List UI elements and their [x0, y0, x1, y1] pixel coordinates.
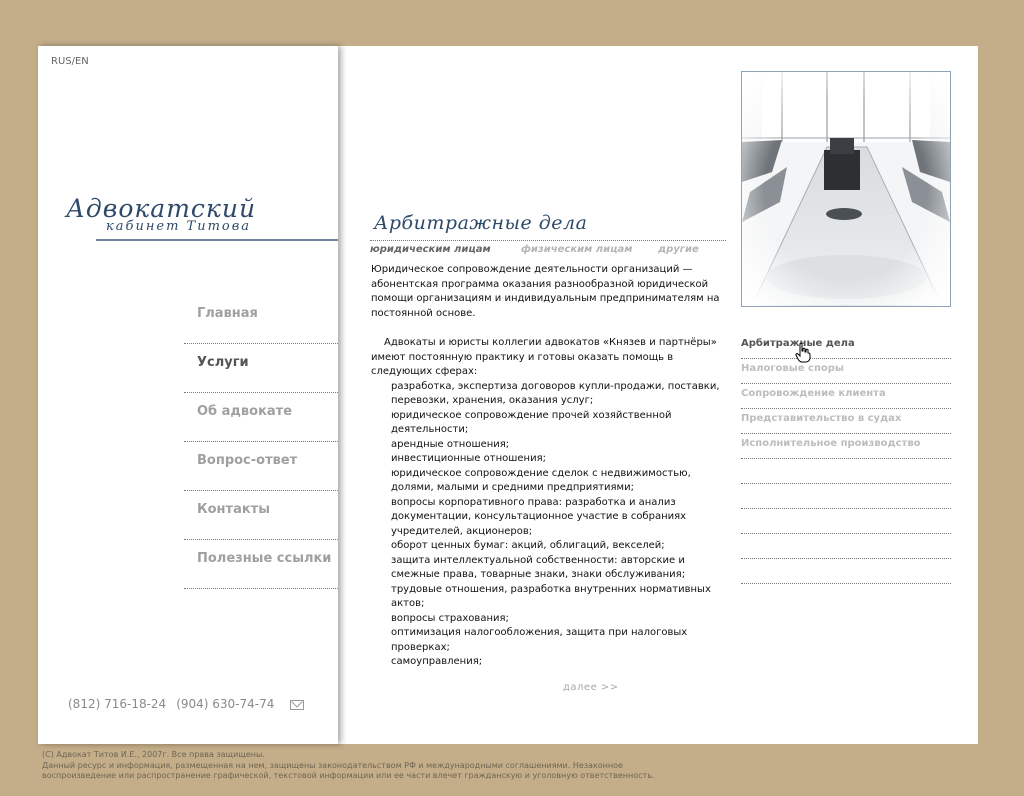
services-menu [741, 334, 951, 584]
list-item: вопросы корпоративного права: разработка и анализ документации, консультационное участие в собраниях учредителей, акционеров; [391, 496, 687, 537]
nav-item-faq[interactable] [184, 443, 338, 491]
service-link-tax[interactable] [741, 359, 951, 384]
list-item: инвестиционные отношения; [391, 453, 546, 464]
sidebar [38, 46, 338, 744]
service-link-client-support[interactable] [741, 384, 951, 409]
logo-line1: Адвокатский [66, 194, 257, 223]
footer-copyright [42, 750, 742, 782]
service-link-enforcement[interactable] [741, 434, 951, 459]
service-link-arbitration[interactable] [741, 334, 951, 359]
phone-numbers [68, 697, 274, 711]
service-link-empty [741, 459, 951, 484]
practice-list [371, 380, 726, 670]
footer-line: (С) Адвокат Титов И.Е., 2007г. Все права защищены. [42, 750, 265, 759]
service-link-label: Арбитражные дела [741, 338, 855, 349]
more-link[interactable]: далее >> [563, 682, 619, 693]
footer-line: воспроизведение или распространение графической, текстовой информации или ее части влечет гражданскую и уголовную ответственность. [42, 771, 655, 780]
nav-item-contacts[interactable] [184, 492, 338, 540]
list-item: арендные отношения; [391, 438, 510, 450]
phone-1: (812) 716-18-24 [68, 697, 167, 711]
list-item: юридическое сопровождение сделок с недвижимостью, долями, малыми и средними предприятиями; [391, 467, 691, 493]
intro-paragraph: Юридическое сопровождение деятельности организаций — абонентская программа оказания разнообразной юридической помощи организациям и индивидуальным предпринимателям на постоянной основе. [371, 264, 720, 319]
service-link-label: Сопровождение клиента [741, 388, 886, 399]
tab-individuals[interactable]: физическим лицам [521, 244, 633, 255]
logo-line2: кабинет Титова [106, 219, 252, 234]
nav-item-label: Контакты [197, 502, 270, 517]
conference-room-photo [741, 71, 951, 307]
list-item: трудовые отношения, разработка внутренних нормативных актов; [391, 583, 711, 609]
service-link-empty [741, 509, 951, 534]
list-item: защита интеллектуальной собственности: авторские и смежные права, товарные знаки, знаки обслуживания; [391, 554, 686, 580]
nav-item-services[interactable] [184, 345, 338, 393]
service-link-empty [741, 534, 951, 559]
tab-other[interactable]: другие [658, 244, 699, 255]
nav-item-label: Полезные ссылки [197, 551, 332, 566]
main-nav [184, 296, 338, 590]
list-item: юридическое сопровождение прочей хозяйственной деятельности; [391, 409, 672, 435]
nav-item-about[interactable] [184, 394, 338, 442]
envelope-icon[interactable] [290, 700, 304, 710]
list-item: самоуправления; [391, 656, 483, 667]
service-link-empty [741, 559, 951, 584]
nav-item-label: Вопрос-ответ [197, 453, 298, 468]
nav-item-label: Об адвокате [197, 404, 293, 419]
nav-item-label: Услуги [197, 355, 249, 370]
list-item: оборот ценных бумаг: акций, облигаций, векселей; [391, 540, 665, 551]
service-link-empty [741, 484, 951, 509]
list-item: вопросы страхования; [391, 612, 509, 624]
service-link-label: Налоговые споры [741, 363, 844, 374]
service-link-label: Исполнительное производство [741, 438, 921, 449]
nav-item-label: Главная [197, 306, 258, 321]
service-link-court[interactable] [741, 409, 951, 434]
nav-item-links[interactable] [184, 541, 338, 589]
language-switch[interactable]: RUS/EN [51, 56, 89, 67]
practice-paragraph: Адвокаты и юристы коллегии адвокатов «Князев и партнёры» имеют постоянную практику и готовы оказать помощь в следующих сферах: [371, 337, 717, 377]
title-divider [370, 240, 726, 241]
footer-line: Данный ресурс и информация, размещенная на нем, защищены законодательством РФ и международными соглашениями. Незаконное [42, 760, 623, 770]
list-item: оптимизация налогообложения, защита при налоговых проверках; [391, 627, 688, 653]
tab-legal-entities[interactable]: юридическим лицам [370, 244, 491, 255]
list-item: разработка, экспертиза договоров купли-продажи, поставки, перевозки, хранения, оказания услуг; [391, 380, 720, 406]
hand-cursor-icon [795, 343, 811, 363]
logo[interactable] [66, 194, 338, 244]
article-body [371, 263, 726, 670]
phone-2: (904) 630-74-74 [176, 697, 275, 711]
service-link-label: Представительство в судах [741, 413, 902, 424]
page-title: Арбитражные дела [374, 212, 588, 234]
logo-underline [96, 239, 338, 241]
nav-item-home[interactable] [184, 296, 338, 344]
